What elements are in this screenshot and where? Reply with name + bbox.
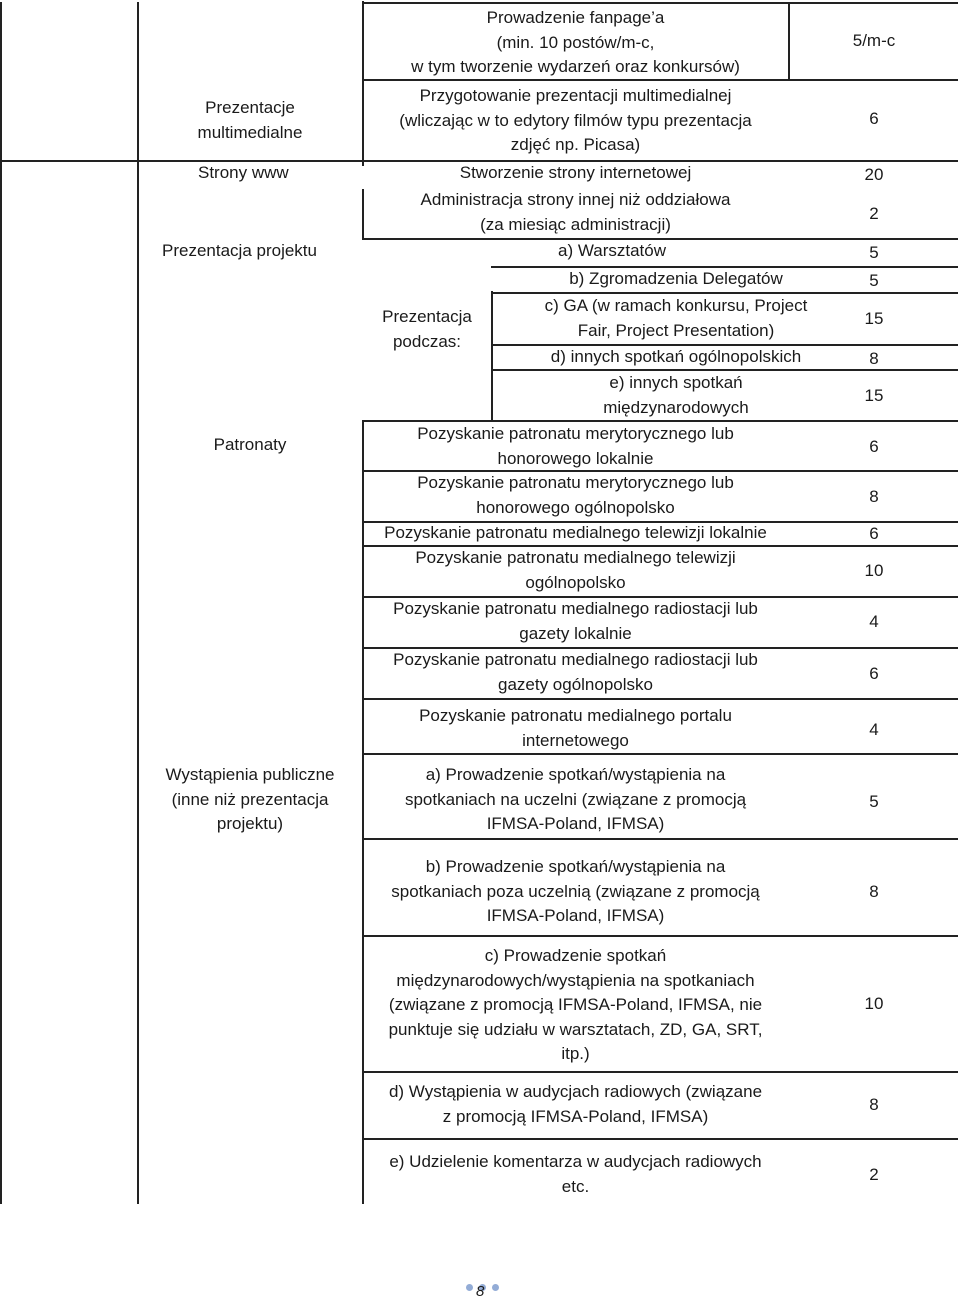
prezentacja-podczas-label: Prezentacja podczas: xyxy=(382,307,472,351)
points-cell: 6 xyxy=(869,664,879,683)
points-cell: 6 xyxy=(869,437,879,456)
activity-spotkan-miedzynarodowych: e) innych spotkań międzynarodowych xyxy=(603,373,749,417)
activity-warsztatow: a) Warsztatów xyxy=(557,241,666,260)
grid-line xyxy=(362,838,958,840)
grid-line xyxy=(362,753,958,755)
activity-patronat-tv-ogolnopolsko: Pozyskanie patronatu medialnego telewizji ogólnopolsko xyxy=(415,548,736,592)
grid-line xyxy=(362,698,958,700)
activity-wystapienia-miedzynarodowe: c) Prowadzenie spotkań międzynarodowych/wystąpienia na spotkaniach (związane z promocją IFMSA-Poland, IFMSA, nie punktuje się udziału w warsztatach, ZD, GA, SRT, itp.) xyxy=(388,946,763,1063)
points-cell: 5 xyxy=(869,792,879,811)
points-cell: 8 xyxy=(869,487,879,506)
activity-patronat-radio-lokalnie: Pozyskanie patronatu medialnego radiostacji lub gazety lokalnie xyxy=(393,599,758,643)
activity-spotkan-ogolnopolskich: d) innych spotkań ogólnopolskich xyxy=(550,347,802,366)
activity-patronat-merytoryczny-lokalnie: Pozyskanie patronatu merytorycznego lub honorowego lokalnie xyxy=(417,424,734,468)
points-cell: 4 xyxy=(869,720,879,739)
points-cell: 6 xyxy=(869,109,879,128)
category-strony-www: Strony www xyxy=(198,163,289,182)
points-cell: 5 xyxy=(869,271,879,290)
points-cell: 6 xyxy=(869,524,879,543)
points-cell: 20 xyxy=(864,165,884,184)
points-cell: 5/m-c xyxy=(852,31,896,50)
activity-patronat-merytoryczny-ogolnopolsko: Pozyskanie patronatu merytorycznego lub honorowego ogólnopolsko xyxy=(417,473,734,517)
activity-wystapienia-poza-uczelnia: b) Prowadzenie spotkań/wystąpienia na spotkaniach poza uczelnią (związane z promocją IFMSA-Poland, IFMSA) xyxy=(391,857,760,925)
activity-stworzenie-strony: Stworzenie strony internetowej xyxy=(459,163,692,182)
points-cell: 2 xyxy=(869,204,879,223)
activity-zgromadzenia-delegatow: b) Zgromadzenia Delegatów xyxy=(569,269,783,288)
points-cell: 8 xyxy=(869,882,879,901)
activity-patronat-portal: Pozyskanie patronatu medialnego portalu internetowego xyxy=(419,706,732,750)
category-patronaty: Patronaty xyxy=(213,435,287,454)
activity-wystapienia-uczelnia: a) Prowadzenie spotkań/wystąpienia na spotkaniach na uczelni (związane z promocją IFMSA-Poland, IFMSA) xyxy=(404,765,747,833)
activity-fanpage: Prowadzenie fanpage’a (min. 10 postów/m-c, w tym tworzenie wydarzeń oraz konkursów) xyxy=(411,8,740,76)
grid-line xyxy=(0,2,2,1204)
points-cell: 10 xyxy=(864,561,884,580)
category-wystapienia-publiczne: Wystąpienia publiczne (inne niż prezentacja projektu) xyxy=(165,765,335,833)
grid-line xyxy=(137,2,139,1204)
activity-patronat-radio-ogolnopolsko: Pozyskanie patronatu medialnego radiostacji lub gazety ogólnopolsko xyxy=(393,650,758,694)
points-cell: 8 xyxy=(869,349,879,368)
page-number: 8 xyxy=(476,1283,485,1300)
grid-line xyxy=(788,3,790,79)
points-cell: 4 xyxy=(869,612,879,631)
points-cell: 15 xyxy=(864,386,884,405)
points-cell: 5 xyxy=(869,243,879,262)
grid-line xyxy=(362,1138,958,1140)
category-prezentacja-projektu: Prezentacja projektu xyxy=(162,241,317,260)
grid-line xyxy=(362,1071,958,1073)
points-cell: 15 xyxy=(864,309,884,328)
grid-line xyxy=(362,935,958,937)
points-cell: 2 xyxy=(869,1165,879,1184)
activity-ga: c) GA (w ramach konkursu, Project Fair, Project Presentation) xyxy=(544,296,808,340)
activity-prezentacja-multimedialna: Przygotowanie prezentacji multimedialnej (wliczając w to edytory filmów typu prezentacja zdjęć np. Picasa) xyxy=(399,86,752,154)
activity-komentarz-radiowy: e) Udzielenie komentarza w audycjach radiowych etc. xyxy=(389,1152,762,1196)
activity-patronat-tv-lokalnie: Pozyskanie patronatu medialnego telewizji lokalnie xyxy=(384,523,767,542)
points-cell: 10 xyxy=(864,994,884,1013)
category-prezentacje-multimedialne: Prezentacje multimedialne xyxy=(197,98,303,142)
activity-administracja-strony: Administracja strony innej niż oddziałowa (za miesiąc administracji) xyxy=(420,190,731,234)
grid-line xyxy=(362,2,958,4)
footer-dots-icon xyxy=(466,1276,505,1296)
points-cell: 8 xyxy=(869,1095,879,1114)
activity-audycje-radiowe: d) Wystąpienia w audycjach radiowych (związane z promocją IFMSA-Poland, IFMSA) xyxy=(388,1082,763,1126)
